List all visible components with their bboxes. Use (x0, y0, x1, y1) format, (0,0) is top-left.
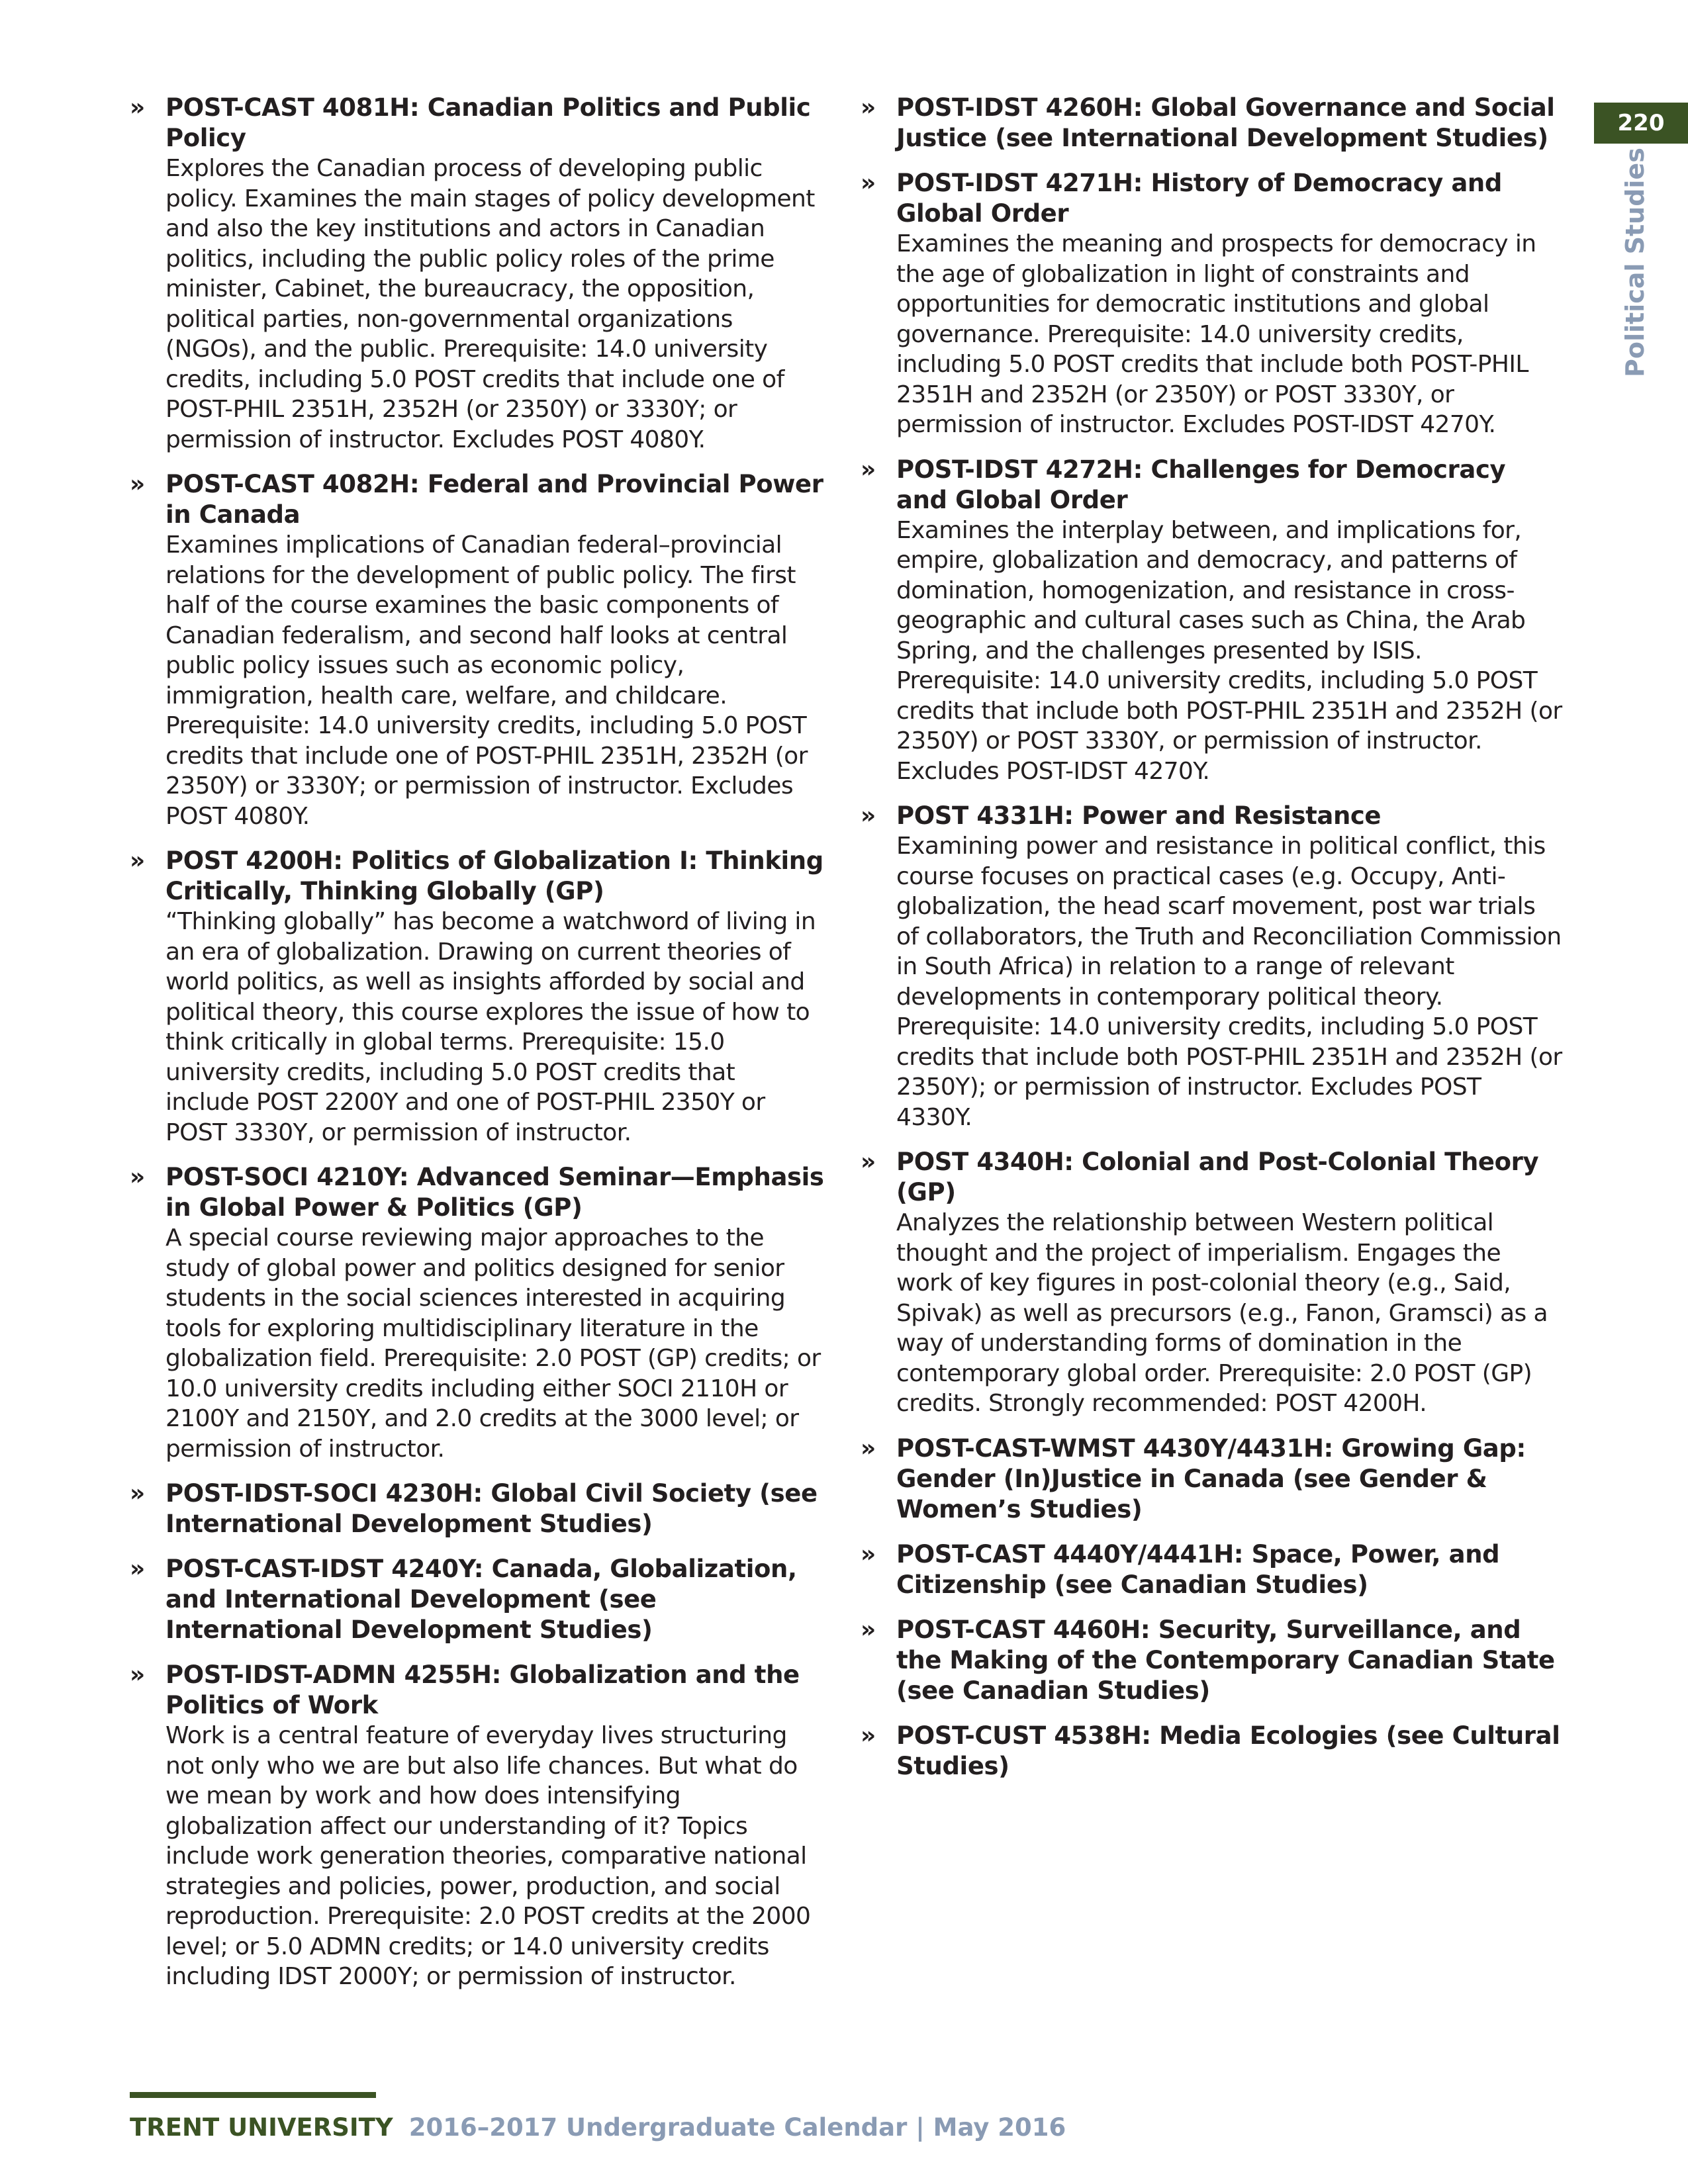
course-title: POST-CAST-WMST 4430Y/4431H: Growing Gap: Gender (In)Justice in Canada (see Gender & Women’s Studies) (896, 1433, 1526, 1524)
course-entry (130, 93, 825, 455)
course-title: POST-IDST 4272H: Challenges for Democracy and Global Order (896, 455, 1506, 514)
course-title: POST-CAST 4081H: Canadian Politics and Public Policy (165, 93, 811, 152)
course-description: Examining power and resistance in political conflict, this course focuses on practical cases (e.g. Occupy, Anti-globalization, the head scarf movement, post war trials of collaborators, the Truth and Reconciliation Commission in South Africa) in relation to a range of relevant developments in contemporary political theory. Prerequisite: 14.0 university credits, including 5.0 POST credits that include both POST-PHIL 2351H and 2352H (or 2350Y); or permission of instructor. Excludes POST 4330Y. (896, 833, 1562, 1131)
footer (130, 2111, 1066, 2144)
bullet-icon: » (861, 1148, 876, 1175)
bullet-icon: » (130, 1661, 146, 1688)
course-entry (130, 469, 825, 831)
course-title: POST-CAST 4440Y/4441H: Space, Power, and Citizenship (see Canadian Studies) (896, 1539, 1500, 1599)
bullet-icon: » (130, 94, 146, 121)
footer-university: TRENT UNIVERSITY (130, 2113, 393, 2142)
bullet-icon: » (861, 1721, 876, 1749)
course-description: Examines implications of Canadian federal–provincial relations for the development of public policy. The first half of the course examines the basic components of Canadian federalism, and second half looks at central public policy issues such as economic policy, immigration, health care, welfare, and childcare. Prerequisite: 14.0 university credits, including 5.0 POST credits that include one of POST-PHIL 2351H, 2352H (or 2350Y) or 3330Y; or permission of instructor. Excludes POST 4080Y. (165, 531, 808, 830)
course-description: “Thinking globally” has become a watchword of living in an era of globalization. Drawing on current theories of world politics, as well as insights afforded by social and political theory, this course explores the issue of how to think critically in global terms. Prerequisite: 15.0 university credits, including 5.0 POST credits that include POST 2200Y and one of POST-PHIL 2350Y or POST 3330Y, or permission of instructor. (165, 908, 816, 1146)
course-title: POST-CAST 4082H: Federal and Provincial Power in Canada (165, 470, 823, 529)
course-entry (130, 1162, 825, 1464)
bullet-icon: » (130, 1480, 146, 1507)
course-description: Work is a central feature of everyday lives structuring not only who we are but also life chances. But what do we mean by work and how does intensifying globalization affect our understanding of it? Topics include work generation theories, comparative national strategies and policies, power, production, and social reproduction. Prerequisite: 2.0 POST credits at the 2000 level; or 5.0 ADMN credits; or 14.0 university credits including IDST 2000Y; or permission of instructor. (165, 1722, 811, 1990)
bullet-icon: » (861, 1615, 876, 1643)
bullet-icon: » (130, 1555, 146, 1582)
course-entry (861, 1615, 1562, 1706)
page-number: 220 (1594, 103, 1688, 144)
course-entry (861, 1433, 1562, 1525)
right-column (861, 93, 1562, 1796)
bullet-icon: » (861, 169, 876, 197)
section-label (1615, 148, 1655, 377)
footer-calendar: 2016–2017 Undergraduate Calendar | May 2016 (408, 2113, 1066, 2142)
bullet-icon: » (130, 1163, 146, 1191)
course-description: A special course reviewing major approaches to the study of global power and politics designed for senior students in the social sciences interested in acquiring tools for exploring multidisciplinary literature in the globalization field. Prerequisite: 2.0 POST (GP) credits; or 10.0 university credits including either SOCI 2110H or 2100Y and 2150Y, and 2.0 credits at the 3000 level; or permission of instructor. (165, 1224, 821, 1463)
bullet-icon: » (861, 455, 876, 483)
course-title: POST-CAST-IDST 4240Y: Canada, Globalization, and International Development (see International Development Studies) (165, 1555, 797, 1644)
course-title: POST-CAST 4460H: Security, Surveillance, and the Making of the Contemporary Canadian State (see Canadian Studies) (896, 1615, 1555, 1705)
course-entry (861, 801, 1562, 1132)
course-title: POST 4340H: Colonial and Post-Colonial Theory (GP) (896, 1148, 1539, 1206)
course-description: Examines the interplay between, and implications for, empire, globalization and democracy, and patterns of domination, homogenization, and resistance in cross-geographic and cultural cases such as China, the Arab Spring, and the challenges presented by ISIS. Prerequisite: 14.0 university credits, including 5.0 POST credits that include both POST-PHIL 2351H and 2352H (or 2350Y) or POST 3330Y, or permission of instructor. Excludes POST-IDST 4270Y. (896, 516, 1562, 785)
bullet-icon: » (130, 471, 146, 498)
course-entry (861, 1147, 1562, 1419)
course-entry (130, 1660, 825, 1992)
course-title: POST 4331H: Power and Resistance (896, 801, 1382, 830)
course-description: Examines the meaning and prospects for democracy in the age of globalization in light of constraints and opportunities for democratic institutions and global governance. Prerequisite: 14.0 university credits, including 5.0 POST credits that include both POST-PHIL 2351H and 2352H (or 2350Y) or POST 3330Y, or permission of instructor. Excludes POST-IDST 4270Y. (896, 230, 1536, 438)
footer-rule (130, 2092, 376, 2098)
course-entry (861, 168, 1562, 440)
course-title: POST-IDST 4271H: History of Democracy and Global Order (896, 169, 1502, 228)
left-column (130, 93, 825, 2007)
bullet-icon: » (861, 1434, 876, 1462)
course-entry (861, 1539, 1562, 1600)
course-title: POST-CUST 4538H: Media Ecologies (see Cultural Studies) (896, 1721, 1560, 1780)
bullet-icon: » (861, 1540, 876, 1568)
course-entry (861, 1721, 1562, 1782)
course-title: POST-IDST-ADMN 4255H: Globalization and the Politics of Work (165, 1661, 800, 1719)
course-description: Analyzes the relationship between Western political thought and the project of imperialism. Engages the work of key figures in post-colonial theory (e.g., Said, Spivak) as well as precursors (e.g., Fanon, Gramsci) as a way of understanding forms of domination in the contemporary global order. Prerequisite: 2.0 POST (GP) credits. Strongly recommended: POST 4200H. (896, 1209, 1548, 1417)
course-entry (861, 93, 1562, 154)
course-entry (130, 1554, 825, 1645)
bullet-icon: » (130, 847, 146, 874)
course-entry (861, 455, 1562, 787)
bullet-icon: » (861, 94, 876, 121)
course-description: Explores the Canadian process of developing public policy. Examines the main stages of policy development and also the key institutions and actors in Canadian politics, including the public policy roles of the prime minister, Cabinet, the bureaucracy, the opposition, political parties, non-governmental organizations (NGOs), and the public. Prerequisite: 14.0 university credits, including 5.0 POST credits that include one of POST-PHIL 2351H, 2352H (or 2350Y) or 3330Y; or permission of instructor. Excludes POST 4080Y. (165, 155, 815, 453)
section-label-text: Political Studies (1620, 148, 1650, 377)
bullet-icon: » (861, 802, 876, 829)
course-title: POST-SOCI 4210Y: Advanced Seminar—Emphasis in Global Power & Politics (GP) (165, 1163, 824, 1222)
course-title: POST 4200H: Politics of Globalization I: Thinking Critically, Thinking Globally (GP) (165, 846, 823, 905)
course-title: POST-IDST-SOCI 4230H: Global Civil Society (see International Development Studies) (165, 1479, 818, 1538)
course-title: POST-IDST 4260H: Global Governance and Social Justice (see International Development Studies) (896, 93, 1555, 152)
course-entry (130, 846, 825, 1148)
course-entry (130, 1479, 825, 1539)
